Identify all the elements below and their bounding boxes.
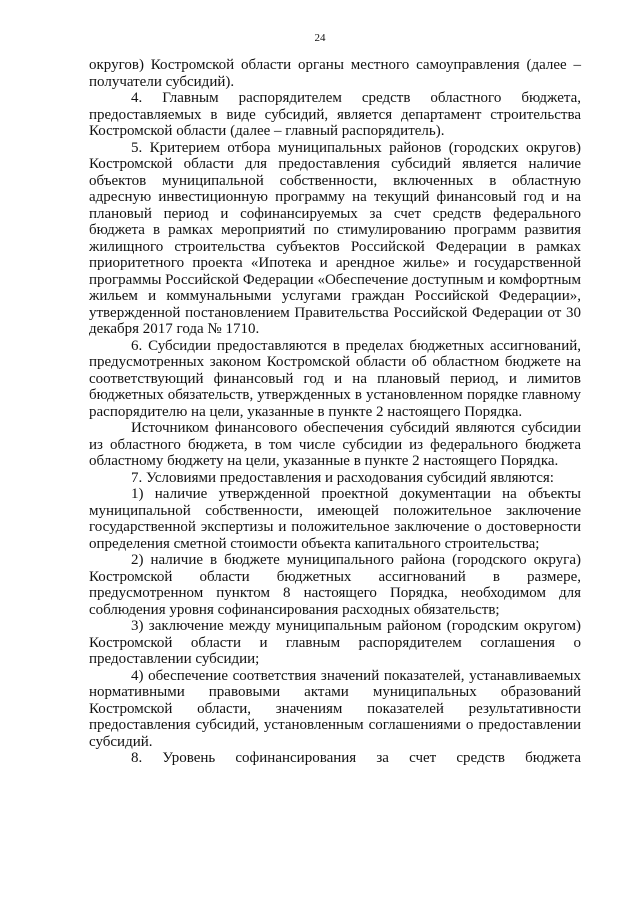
paragraph-continuation: округов) Костромской области органы местного самоуправления (далее – получатели субсидий).: [89, 57, 581, 90]
list-item-7-3: 3) заключение между муниципальным районом (городским округом) Костромской области и главным распорядителем соглашения о предоставлении субсидии;: [89, 618, 581, 667]
body-text: [89, 57, 581, 767]
list-item-7-4: 4) обеспечение соответствия значений показателей, устанавливаемых нормативными правовыми актами муниципальных образований Костромской области, значениям показателей результативности предоставления субсидий, установленным соглашениями о предоставлении субсидий.: [89, 667, 581, 750]
list-item-7-2: 2) наличие в бюджете муниципального района (городского округа) Костромской области бюджетных ассигнований в размере, предусмотренном пунктом 8 настоящего Порядка, необходимом для соблюдения уровня софинансирования расходных обязательств;: [89, 552, 581, 618]
page-number: 24: [314, 32, 326, 44]
paragraph-7: 7. Условиями предоставления и расходования субсидий являются:: [131, 469, 554, 486]
paragraph-4: 4. Главным распорядителем средств областного бюджета, предоставляемых в виде субсидий, является департамент строительства Костромской области (далее – главный распорядитель).: [89, 90, 581, 139]
paragraph-6: 6. Субсидии предоставляются в пределах бюджетных ассигнований, предусмотренных законом Костромской области об областном бюджете на соответствующий финансовый год и на плановый период, и лимитов бюджетных обязательств, утвержденных в установленном порядке главному распорядителю на цели, указанные в пункте 2 настоящего Порядка.: [89, 337, 581, 420]
list-item-7-1: 1) наличие утвержденной проектной документации на объекты муниципальной собственности, имеющей положительное заключение государственной экспертизы и положительное заключение о достоверности определения сметной стоимости объекта капитального строительства;: [89, 486, 581, 552]
paragraph-8: 8. Уровень софинансирования за счет средств бюджета: [131, 750, 581, 766]
paragraph-funding-source: Источником финансового обеспечения субсидий являются субсидии из областного бюджета, в том числе субсидии из федерального бюджета областному бюджету на цели, указанные в пункте 2 настоящего Порядка.: [89, 420, 581, 469]
paragraph-5: 5. Критерием отбора муниципальных районов (городских округов) Костромской области для предоставления субсидий является наличие объектов муниципальной собственности, включенных в областную адресную инвестиционную программу на текущий финансовый год и на плановый период и софинансируемых за счет средств федерального бюджета в рамках мероприятий по стимулированию программ развития жилищного строительства субъектов Российской Федерации в рамках приоритетного проекта «Ипотека и арендное жилье» и государственной программы Российской Федерации «Обеспечение доступным и комфортным жильем и коммунальными услугами граждан Российской Федерации», утвержденной постановлением Правительства Российской Федерации от 30 декабря 2017 года № 1710.: [89, 139, 581, 337]
